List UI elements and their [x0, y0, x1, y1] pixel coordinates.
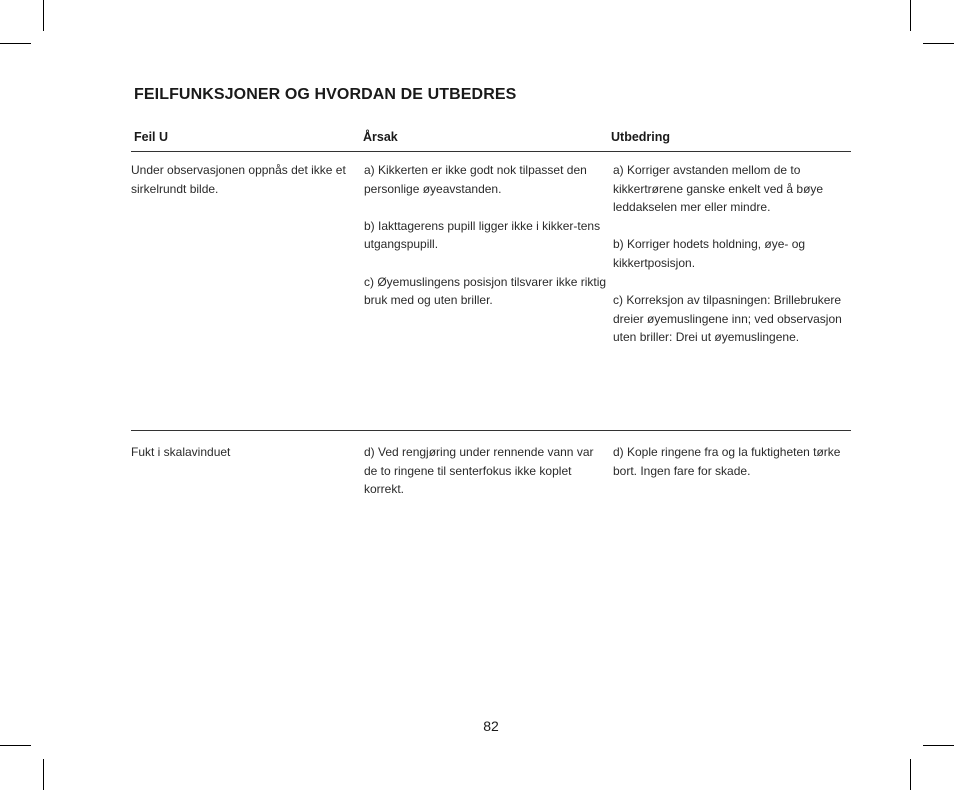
table-row-2-arsak	[364, 443, 609, 499]
cell-text: b) Korriger hodets holdning, øye- og kikkertposisjon.	[613, 237, 806, 270]
cell-text: b) Iakttagerens pupill ligger ikke i kikker-tens utgangspupill.	[364, 218, 601, 252]
crop-mark	[43, 0, 44, 31]
cell-text: d) Ved rengjøring under rennende vann var de to ringene til senterfokus ikke koplet korrekt.	[364, 445, 594, 497]
table-row-2-feil	[131, 443, 357, 462]
cell-text: c) Korreksjon av tilpasningen: Brillebrukere dreier øyemuslingene inn; ved observasjon uten briller: Drei ut øyemuslingene.	[613, 293, 842, 345]
table-row-1-feil	[131, 161, 357, 198]
crop-mark	[43, 759, 44, 790]
column-header-arsak: Årsak	[363, 130, 398, 144]
cell-text: c) Øyemuslingens posisjon tilsvarer ikke riktig bruk med og uten briller.	[364, 274, 607, 308]
crop-mark	[0, 745, 31, 746]
cell-text: Under observasjonen oppnås det ikke et sirkelrundt bilde.	[131, 163, 346, 196]
header-divider	[131, 151, 851, 152]
crop-mark	[923, 43, 954, 44]
crop-mark	[0, 43, 31, 44]
table-row-1-arsak	[364, 161, 609, 310]
crop-mark	[923, 745, 954, 746]
cell-text: d) Kople ringene fra og la fuktigheten tørke bort. Ingen fare for skade.	[613, 445, 841, 478]
crop-mark	[910, 759, 911, 790]
crop-mark	[910, 0, 911, 31]
table-row-1-utbedring	[613, 161, 843, 347]
cell-text: a) Kikkerten er ikke godt nok tilpasset den personlige øyeavstanden.	[364, 163, 587, 196]
column-header-feil: Feil U	[134, 130, 169, 144]
page-number: 82	[483, 718, 499, 734]
table-row-2-utbedring	[613, 443, 843, 480]
row-divider	[131, 430, 851, 431]
column-header-utbedring: Utbedring	[611, 130, 671, 144]
cell-text: a) Korriger avstanden mellom de to kikkertrørene ganske enkelt ved å bøye leddakselen mer eller mindre.	[613, 163, 824, 215]
page-title: FEILFUNKSJONER OG HVORDAN DE UTBEDRES	[134, 86, 517, 103]
cell-text: Fukt i skalavinduet	[131, 445, 231, 459]
